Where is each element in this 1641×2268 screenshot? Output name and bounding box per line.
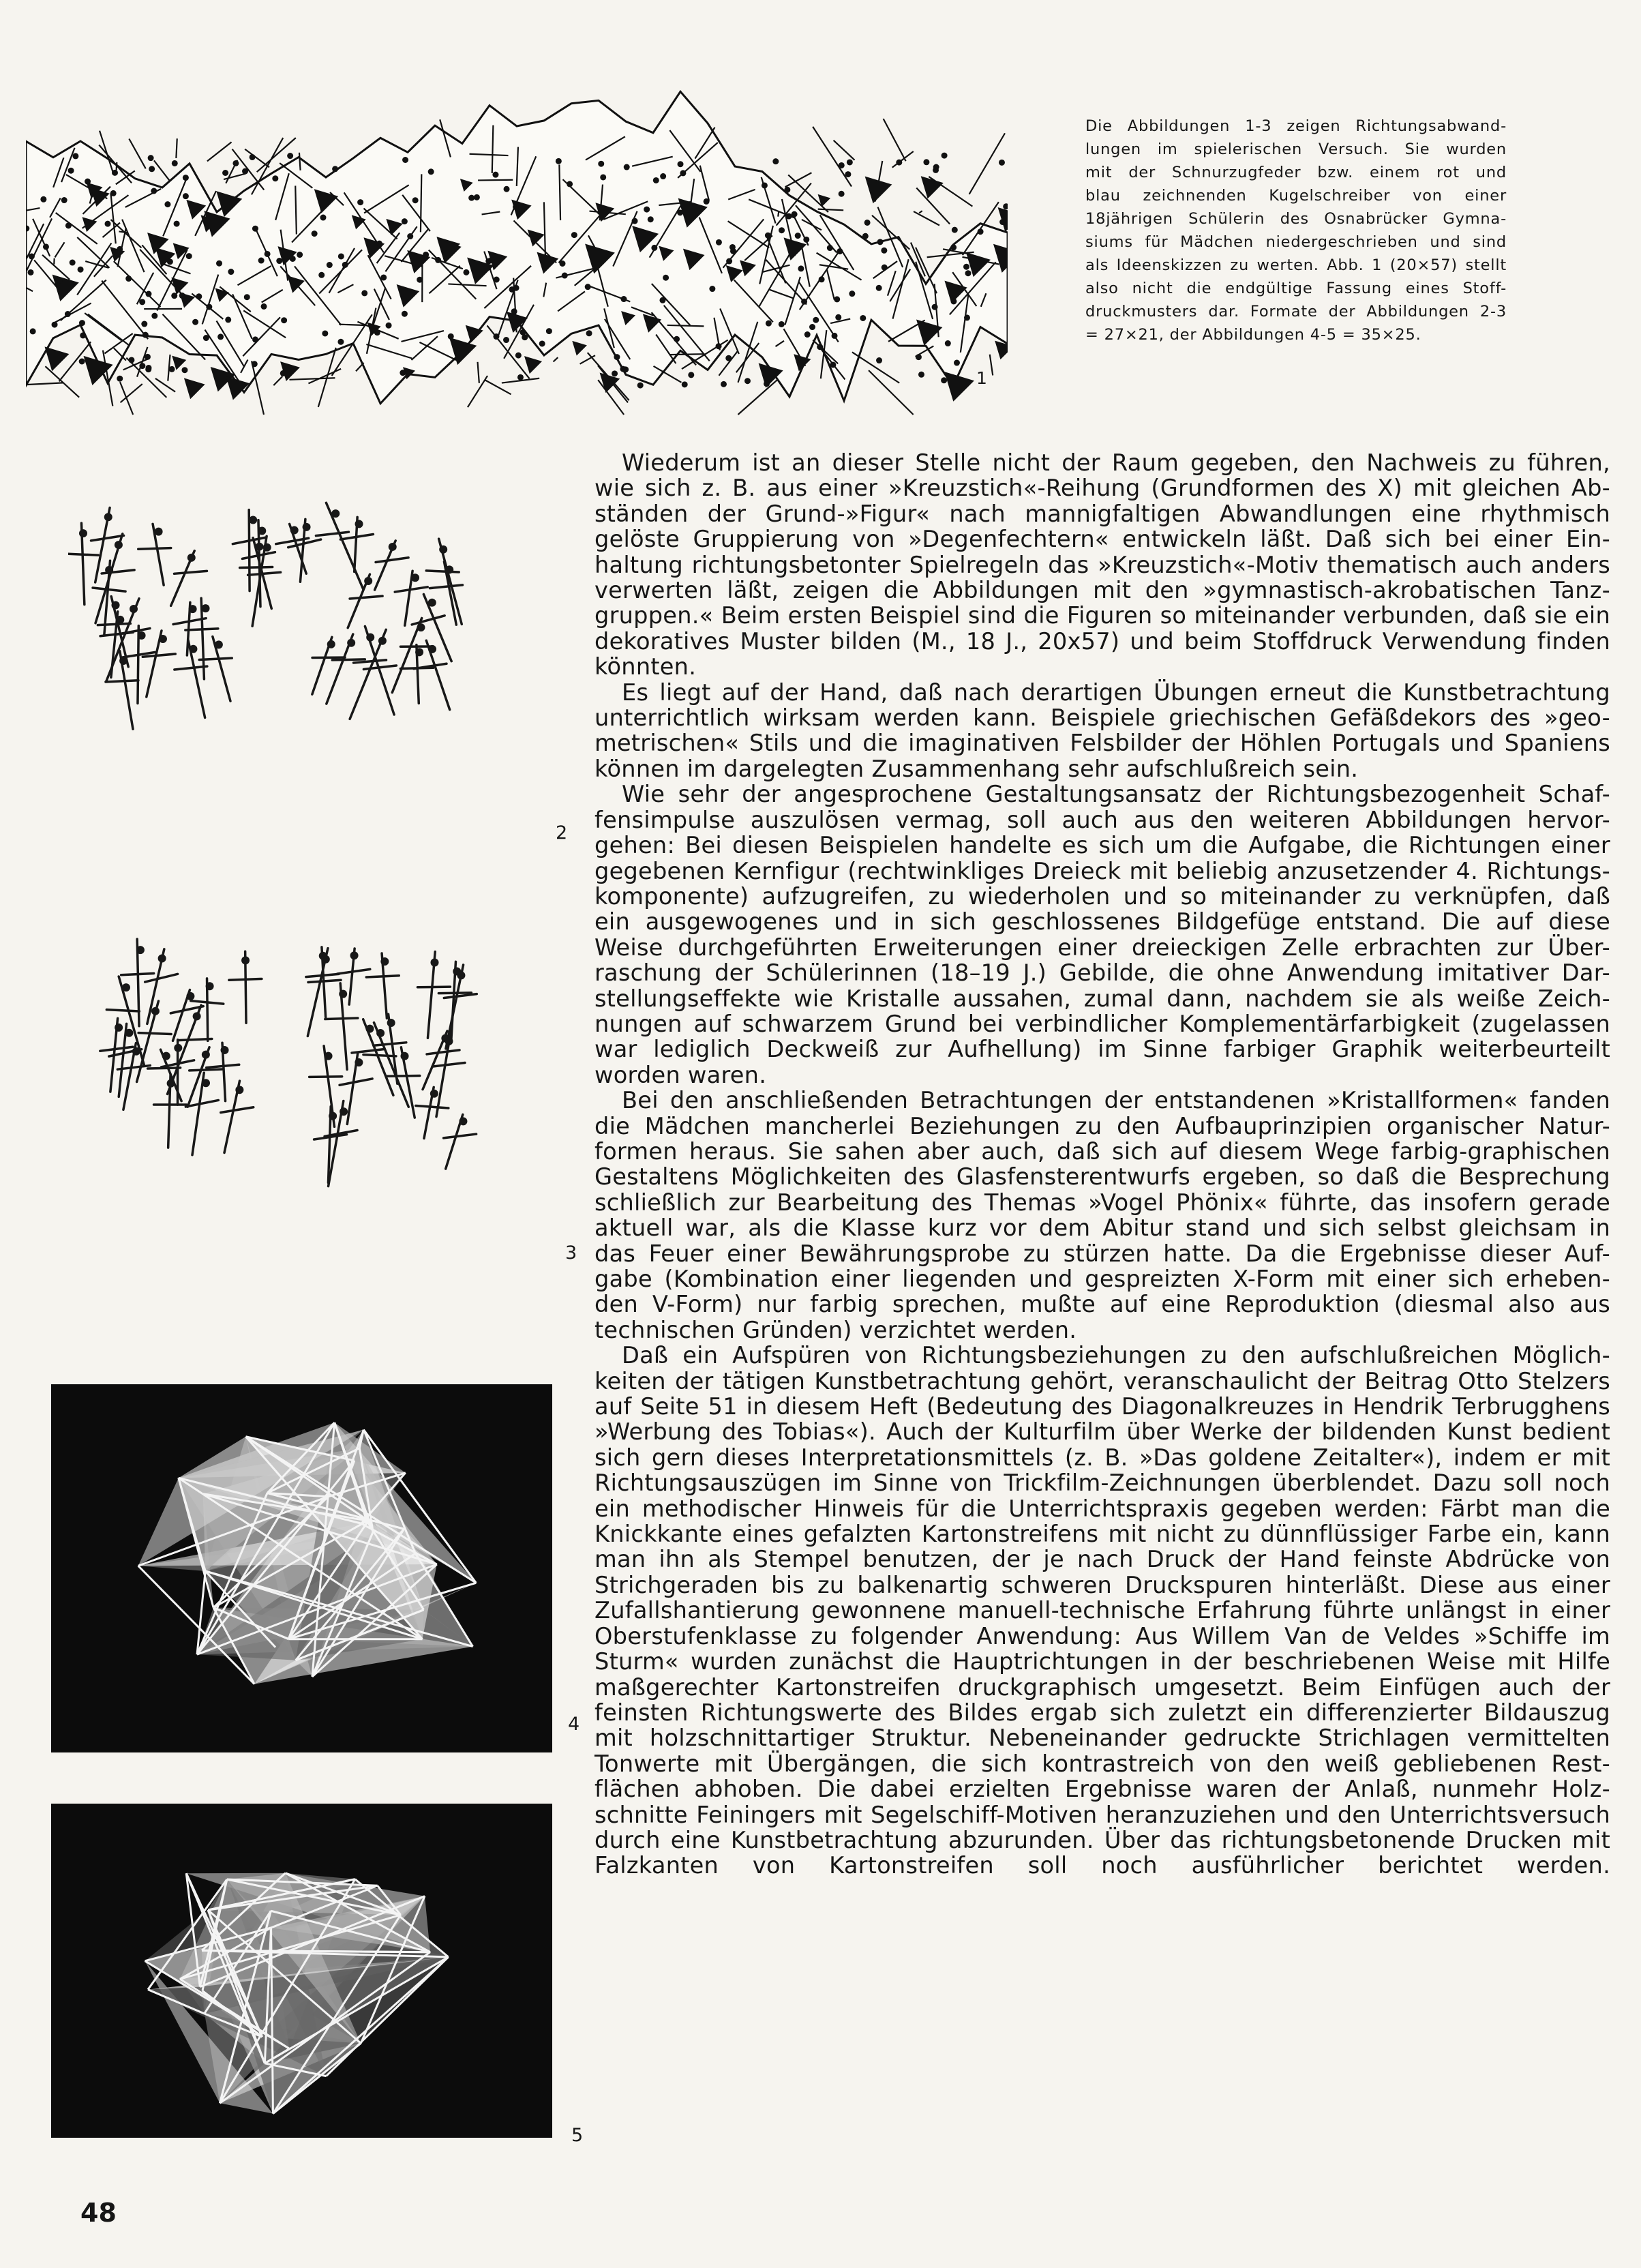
text-line: gabe (Kombination einer liegenden und gespreizten X-Form mit einer sich erheben-: [594, 1266, 1610, 1292]
caption-line: als Ideenskizzen zu werten. Abb. 1 (20×57) stellt: [1085, 256, 1507, 274]
figure-2-dancer-sketch: [68, 477, 505, 805]
caption-line: = 27×21, der Abbildungen 4-5 = 35×25.: [1085, 326, 1421, 344]
figure-5-number: 5: [571, 2125, 584, 2146]
text-line: Zufallshantierung gewonnene manuell-technische Erfahrung führte unlängst in einer: [594, 1597, 1610, 1624]
text-line: gehen: Bei diesen Beispielen handelte es sich um die Aufgabe, die Richtungen einer: [594, 832, 1610, 859]
text-line: worden waren.: [594, 1061, 767, 1088]
text-line: man ihn als Stempel benutzen, der je nach Druck der Hand feinste Abdrücke von: [594, 1546, 1610, 1573]
text-line: ein methodischer Hinweis für die Unterrichtspraxis gegeben werden: Färbt man die: [594, 1495, 1610, 1522]
caption-line: also nicht die endgültige Fassung eines Stoff-: [1085, 280, 1507, 297]
figure-4-number: 4: [568, 1714, 580, 1735]
figure-5-crystal-form: [51, 1804, 552, 2138]
text-line: »Werbung des Tobias«). Auch der Kulturfilm über Werke der bildenden Kunst bedient: [594, 1418, 1610, 1446]
text-line: auf Seite 51 in diesem Heft (Bedeutung des Diagonalkreuzes in Hendrik Terbrugghens: [594, 1393, 1610, 1420]
figure-2-number: 2: [556, 822, 568, 844]
text-line: verwerten läßt, zeigen die Abbildungen mit den »gymnastisch-akrobatischen Tanz-: [594, 577, 1610, 604]
figure-1-number: 1: [976, 368, 987, 388]
page-number: 48: [80, 2198, 117, 2228]
text-line: metrischen« Stils und die imaginativen Felsbilder der Höhlen Portugals und Spaniens: [594, 730, 1610, 757]
text-line: Tonwerte mit Übergängen, die sich kontrastreich von den weiß gebliebenen Rest-: [594, 1750, 1610, 1777]
text-line: raschung der Schülerinnen (18–19 J.) Gebilde, die ohne Anwendung imitativer Dar-: [594, 959, 1610, 987]
text-line: Es liegt auf der Hand, daß nach derartigen Übungen erneut die Kunstbetrachtung: [622, 678, 1610, 706]
caption-line: Die Abbildungen 1-3 zeigen Richtungsabwand-: [1085, 117, 1507, 135]
text-line: fensimpulse auszulösen vermag, soll auch aus den weiteren Abbildungen hervor-: [594, 806, 1610, 833]
text-line: dekoratives Muster bilden (M., 18 J., 20x57) und beim Stoffdruck Verwendung finden: [594, 627, 1610, 655]
caption-line: 18jährigen Schülerin des Osnabrücker Gymna-: [1085, 210, 1507, 228]
text-line: aktuell war, als die Klasse kurz vor dem Abitur stand und sich selbst gleichsam in: [594, 1214, 1610, 1242]
text-line: Falzkanten von Kartonstreifen soll noch ausführlicher berichtet werden.: [594, 1852, 1610, 1879]
text-line: Richtungsauszügen im Sinne von Trickfilm-Zeichnungen überblendet. Dazu soll noch: [594, 1469, 1610, 1497]
text-line: Bei den anschließenden Betrachtungen der entstandenen »Kristallformen« fanden: [622, 1087, 1610, 1114]
text-line: Sturm« wurden zunächst die Hauptrichtungen in der beschriebenen Weise mit Hilfe: [594, 1648, 1610, 1675]
text-line: die Mädchen mancherlei Beziehungen zu den Aufbauprinzipien organischer Natur-: [594, 1112, 1610, 1139]
text-line: maßgerechter Kartonstreifen druckgraphisch umgesetzt. Beim Einfügen auch der: [594, 1673, 1610, 1701]
text-line: keiten der tätigen Kunstbetrachtung gehört, veranschaulicht der Beitrag Otto Stelzers: [594, 1367, 1610, 1394]
text-line: stellungseffekte wie Kristalle aussahen, zumal dann, nachdem sie als weiße Zeich-: [594, 985, 1610, 1012]
caption-line: druckmusters dar. Formate der Abbildungen 2-3: [1085, 303, 1507, 320]
text-line: Strichgeraden bis zu balkenartig schweren Druckspuren hinterläßt. Diese aus einer: [594, 1571, 1610, 1598]
text-line: könnten.: [594, 653, 697, 681]
text-line: den V-Form) nur farbig sprechen, mußte auf eine Reproduktion (diesmal also aus: [594, 1291, 1610, 1318]
text-line: gelöste Gruppierung von »Degenfechtern« entwickeln läßt. Daß sich bei einer Ein-: [594, 526, 1610, 553]
text-line: nungen auf schwarzem Grund bei verbindlicher Komplementärfarbigkeit (zugelassen: [594, 1010, 1610, 1037]
text-line: ein ausgewogenes und in sich geschlossenes Bildgefüge entstand. Die auf diese: [594, 908, 1610, 936]
text-line: war lediglich Deckweiß zur Aufhellung) im Sinne farbiger Graphik weiterbeurteilt: [594, 1036, 1610, 1063]
text-line: Knickkante eines gefalzten Kartonstreifens mit nicht zu dünnflüssiger Farbe ein, kann: [594, 1521, 1610, 1548]
text-line: ständen der Grund-»Figur« nach mannigfaltigen Abwandlungen eine rhythmisch: [594, 500, 1610, 527]
text-line: können im dargelegten Zusammenhang sehr aufschlußreich sein.: [594, 755, 1359, 782]
figure-3-dancer-sketch: [68, 921, 505, 1241]
text-line: wie sich z. B. aus einer »Kreuzstich«-Reihung (Grundformen des X) mit gleichen Ab-: [594, 475, 1610, 502]
text-line: schnitte Feiningers mit Segelschiff-Motiven heranzuziehen und den Unterrichtsversuch: [594, 1801, 1610, 1828]
text-line: haltung richtungsbetonter Spielregeln das »Kreuzstich«-Motiv thematisch auch anders: [594, 551, 1610, 578]
text-line: mit holzschnittartiger Struktur. Nebeneinander gedruckte Strichlagen vermittelten: [594, 1725, 1610, 1752]
caption-line: blau zeichnenden Kugelschreiber von einer: [1085, 187, 1507, 205]
text-line: schließlich zur Bearbeitung des Themas »Vogel Phönix« führte, das insofern gerade: [594, 1189, 1610, 1216]
figure-1-geometric-pattern: [26, 74, 1008, 432]
text-line: das Feuer einer Bewährungsprobe zu stürzen hatte. Da die Ergebnisse dieser Auf-: [594, 1240, 1610, 1267]
text-line: Wiederum ist an dieser Stelle nicht der Raum gegeben, den Nachweis zu führen,: [622, 449, 1610, 476]
text-line: sich gern dieses Interpretationsmittels (z. B. »Das goldene Zeitalter«), indem er mit: [594, 1444, 1610, 1471]
text-line: durch eine Kunstbetrachtung abzurunden. Über das richtungsbetonende Drucken mit: [594, 1826, 1610, 1853]
figure-caption: [1085, 115, 1507, 346]
text-line: gruppen.« Beim ersten Beispiel sind die Figuren so miteinander verbunden, daß sie ein: [594, 602, 1610, 629]
text-line: feinsten Richtungswerte des Bildes ergab sich zuletzt ein differenzierter Bildauszug: [594, 1699, 1610, 1726]
text-line: Gestaltens Möglichkeiten des Glasfensterentwurfs ergeben, so daß die Besprechung: [594, 1163, 1610, 1191]
article-body-text: [594, 450, 1610, 1879]
text-line: Oberstufenklasse zu folgender Anwendung: Aus Willem Van de Veldes »Schiffe im: [594, 1622, 1610, 1650]
text-line: Wie sehr der angesprochene Gestaltungsansatz der Richtungsbezogenheit Schaf-: [622, 781, 1610, 808]
figure-4-crystal-form: [51, 1384, 552, 1752]
caption-line: mit der Schnurzugfeder bzw. einem rot und: [1085, 164, 1507, 181]
caption-line: siums für Mädchen niedergeschrieben und sind: [1085, 233, 1507, 251]
text-line: komponente) aufzugreifen, zu wiederholen und so miteinander zu verknüpfen, daß: [594, 882, 1610, 910]
figure-3-number: 3: [565, 1242, 577, 1264]
text-line: Daß ein Aufspüren von Richtungsbeziehungen zu den aufschlußreichen Möglich-: [622, 1342, 1610, 1369]
text-line: technischen Gründen) verzichtet werden.: [594, 1316, 1077, 1343]
text-line: gegebenen Kernfigur (rechtwinkliges Dreieck mit beliebig anzusetzender 4. Richtungs-: [594, 857, 1610, 884]
text-line: formen heraus. Sie sahen aber auch, daß sich auf diesem Wege farbig-graphischen: [594, 1137, 1610, 1165]
text-line: Weise durchgeführten Erweiterungen einer dreieckigen Zelle erbrachten zur Über-: [594, 934, 1610, 961]
caption-line: lungen im spielerischen Versuch. Sie wurden: [1085, 140, 1507, 158]
text-line: unterrichtlich wirksam werden kann. Beispiele griechischen Gefäßdekors des »geo-: [594, 704, 1610, 732]
text-line: flächen abhoben. Die dabei erzielten Ergebnisse waren der Anlaß, nunmehr Holz-: [594, 1776, 1610, 1803]
